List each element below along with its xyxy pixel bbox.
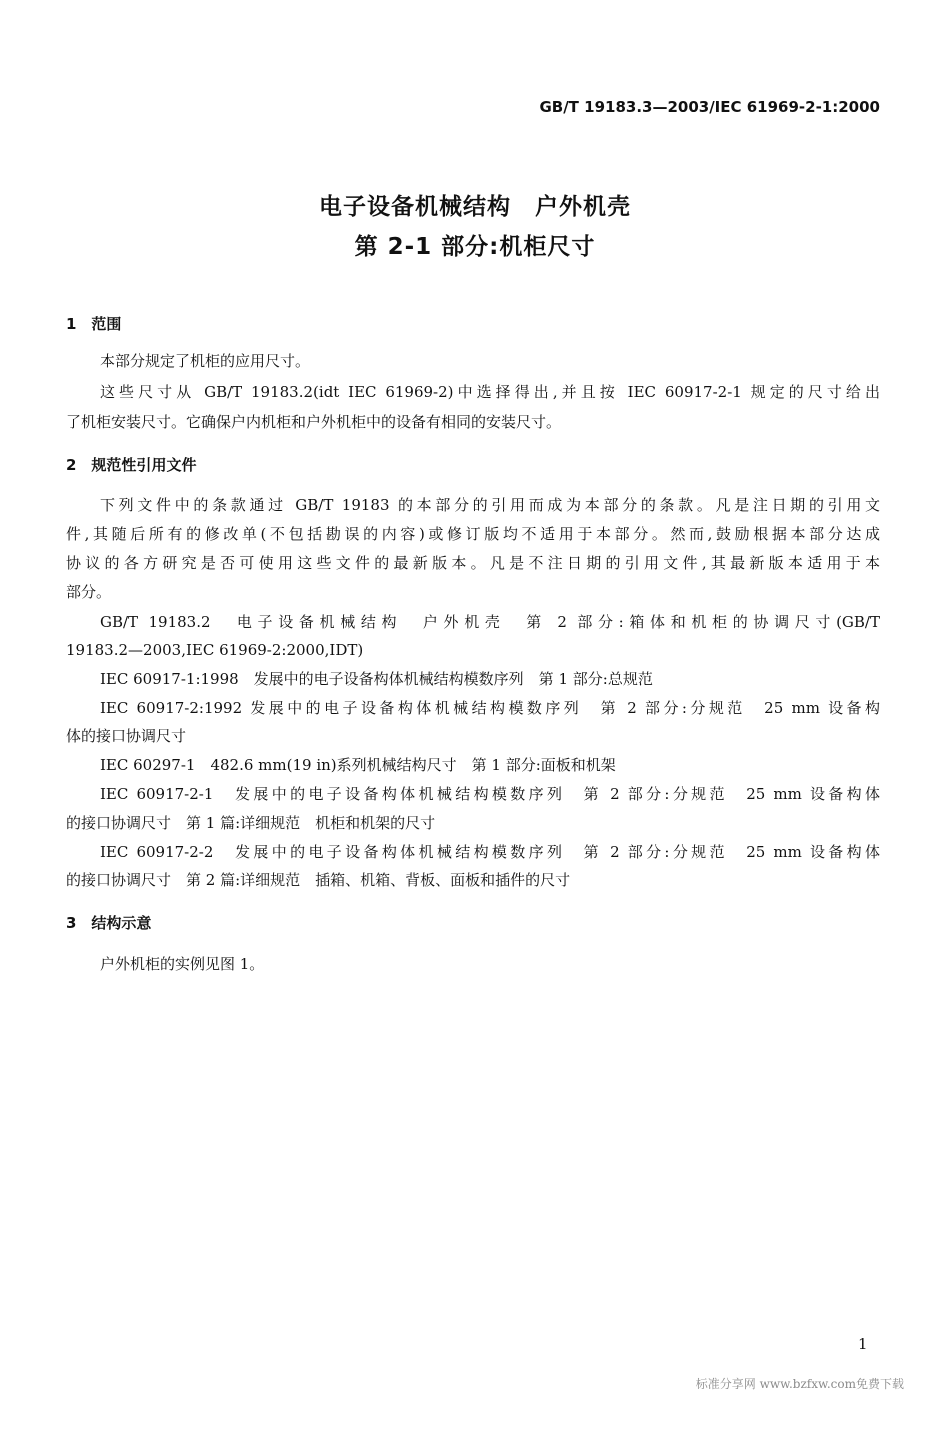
reference-item-continuation: 19183.2—2003,IEC 61969-2:2000,IDT) xyxy=(66,641,364,659)
section-3-heading: 3 结构示意 xyxy=(66,914,152,932)
reference-item-continuation: 体的接口协调尺寸 xyxy=(66,727,187,745)
document-subtitle: 第 2-1 部分:机柜尺寸 xyxy=(354,234,596,260)
section-2-intro-line: 部分。 xyxy=(66,583,112,601)
section-1-paragraph-2-line-2: 了机柜安装尺寸。它确保户内机柜和户外机柜中的设备有相同的安装尺寸。 xyxy=(66,413,562,431)
standard-number: GB/T 19183.3—2003/IEC 61969-2-1:2000 xyxy=(539,98,880,116)
reference-item: IEC 60917-1:1998 发展中的电子设备构体机械结构模数序列 第 1 部分:总规范 xyxy=(100,670,653,688)
section-2-intro-line: 协议的各方研究是否可使用这些文件的最新版本。凡是不注日期的引用文件,其最新版本适用于本 xyxy=(66,554,880,572)
reference-item-continuation: 的接口协调尺寸 第 1 篇:详细规范 机柜和机架的尺寸 xyxy=(66,814,436,832)
reference-item-continuation: 的接口协调尺寸 第 2 篇:详细规范 插箱、机箱、背板、面板和插件的尺寸 xyxy=(66,871,571,889)
document-title: 电子设备机械结构 户外机壳 xyxy=(319,194,631,220)
section-3-paragraph-1: 户外机柜的实例见图 1。 xyxy=(100,955,265,973)
reference-item: IEC 60917-2:1992 发展中的电子设备构体机械结构模数序列 第 2 部分:分规范 25 mm 设备构 xyxy=(100,699,880,717)
reference-item: IEC 60917-2-2 发展中的电子设备构体机械结构模数序列 第 2 部分:分规范 25 mm 设备构体 xyxy=(100,843,880,861)
section-1-heading: 1 范围 xyxy=(66,315,122,333)
section-1-paragraph-2-line-1: 这些尺寸从 GB/T 19183.2(idt IEC 61969-2)中选择得出,并且按 IEC 60917-2-1 规定的尺寸给出 xyxy=(100,383,880,401)
section-1-paragraph-1: 本部分规定了机柜的应用尺寸。 xyxy=(100,352,311,370)
reference-item: IEC 60297-1 482.6 mm(19 in)系列机械结构尺寸 第 1 部分:面板和机架 xyxy=(100,756,616,774)
section-2-intro-line: 件,其随后所有的修改单(不包括勘误的内容)或修订版均不适用于本部分。然而,鼓励根据本部分达成 xyxy=(66,525,880,543)
page-number: 1 xyxy=(858,1335,868,1353)
footer-watermark: 标准分享网 www.bzfxw.com免费下载 xyxy=(695,1377,904,1391)
reference-item: IEC 60917-2-1 发展中的电子设备构体机械结构模数序列 第 2 部分:分规范 25 mm 设备构体 xyxy=(100,785,880,803)
section-2-heading: 2 规范性引用文件 xyxy=(66,456,197,474)
reference-item: GB/T 19183.2 电子设备机械结构 户外机壳 第 2 部分:箱体和机柜的协调尺寸(GB/T xyxy=(100,613,880,631)
section-2-intro-line: 下列文件中的条款通过 GB/T 19183 的本部分的引用而成为本部分的条款。凡是注日期的引用文 xyxy=(100,496,880,514)
